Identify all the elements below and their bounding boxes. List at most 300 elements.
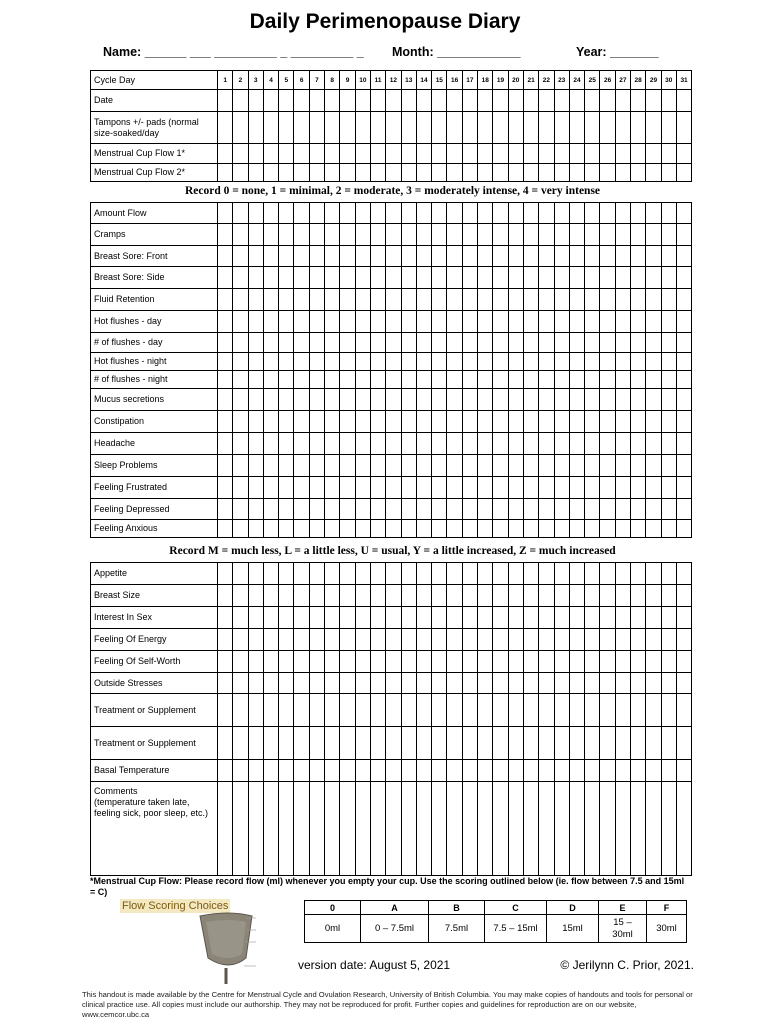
entry-cell[interactable] [447,694,462,727]
entry-cell[interactable] [233,629,248,651]
entry-cell[interactable] [248,289,263,311]
entry-cell[interactable] [279,389,294,411]
entry-cell[interactable] [569,433,584,455]
entry-cell[interactable] [585,267,600,289]
entry-cell[interactable] [523,90,538,112]
entry-cell[interactable] [416,144,431,164]
entry-cell[interactable] [447,433,462,455]
entry-cell[interactable] [355,629,370,651]
entry-cell[interactable] [309,585,324,607]
entry-cell[interactable] [676,144,691,164]
entry-cell[interactable] [233,727,248,760]
entry-cell[interactable] [218,782,233,876]
entry-cell[interactable] [646,333,661,353]
entry-cell[interactable] [554,112,569,144]
entry-cell[interactable] [218,727,233,760]
entry-cell[interactable] [600,267,615,289]
entry-cell[interactable] [248,727,263,760]
entry-cell[interactable] [569,389,584,411]
entry-cell[interactable] [646,585,661,607]
entry-cell[interactable] [325,455,340,477]
entry-cell[interactable] [554,333,569,353]
entry-cell[interactable] [447,629,462,651]
entry-cell[interactable] [432,371,447,389]
entry-cell[interactable] [462,333,477,353]
entry-cell[interactable] [554,164,569,182]
entry-cell[interactable] [646,224,661,246]
entry-cell[interactable] [462,246,477,267]
entry-cell[interactable] [340,164,355,182]
entry-cell[interactable] [554,673,569,694]
entry-cell[interactable] [646,411,661,433]
entry-cell[interactable] [554,585,569,607]
entry-cell[interactable] [661,267,676,289]
entry-cell[interactable] [615,389,630,411]
entry-cell[interactable] [355,520,370,538]
entry-cell[interactable] [325,694,340,727]
entry-cell[interactable] [462,224,477,246]
entry-cell[interactable] [355,782,370,876]
entry-cell[interactable] [447,673,462,694]
entry-cell[interactable] [447,782,462,876]
entry-cell[interactable] [676,267,691,289]
entry-cell[interactable] [615,353,630,371]
entry-cell[interactable] [401,389,416,411]
entry-cell[interactable] [340,477,355,499]
entry-cell[interactable] [462,477,477,499]
entry-cell[interactable] [248,90,263,112]
entry-cell[interactable] [478,651,493,673]
entry-cell[interactable] [462,389,477,411]
entry-cell[interactable] [600,455,615,477]
entry-cell[interactable] [233,389,248,411]
entry-cell[interactable] [248,353,263,371]
entry-cell[interactable] [432,760,447,782]
entry-cell[interactable] [340,246,355,267]
entry-cell[interactable] [585,673,600,694]
entry-cell[interactable] [218,673,233,694]
entry-cell[interactable] [432,782,447,876]
entry-cell[interactable] [615,224,630,246]
entry-cell[interactable] [539,144,554,164]
entry-cell[interactable] [263,164,278,182]
entry-cell[interactable] [615,651,630,673]
entry-cell[interactable] [493,246,508,267]
entry-cell[interactable] [478,585,493,607]
entry-cell[interactable] [401,311,416,333]
entry-cell[interactable] [539,694,554,727]
entry-cell[interactable] [340,563,355,585]
entry-cell[interactable] [370,520,385,538]
entry-cell[interactable] [554,499,569,520]
entry-cell[interactable] [355,203,370,224]
entry-cell[interactable] [554,455,569,477]
entry-cell[interactable] [279,760,294,782]
entry-cell[interactable] [233,267,248,289]
entry-cell[interactable] [355,333,370,353]
entry-cell[interactable] [508,651,523,673]
entry-cell[interactable] [554,90,569,112]
entry-cell[interactable] [218,563,233,585]
entry-cell[interactable] [279,164,294,182]
entry-cell[interactable] [386,371,401,389]
entry-cell[interactable] [462,289,477,311]
entry-cell[interactable] [631,246,646,267]
entry-cell[interactable] [646,455,661,477]
entry-cell[interactable] [355,246,370,267]
entry-cell[interactable] [462,455,477,477]
entry-cell[interactable] [325,433,340,455]
entry-cell[interactable] [523,353,538,371]
entry-cell[interactable] [631,651,646,673]
entry-cell[interactable] [508,144,523,164]
entry-cell[interactable] [309,411,324,433]
entry-cell[interactable] [401,455,416,477]
entry-cell[interactable] [432,289,447,311]
entry-cell[interactable] [523,520,538,538]
entry-cell[interactable] [585,389,600,411]
entry-cell[interactable] [294,782,309,876]
entry-cell[interactable] [248,477,263,499]
entry-cell[interactable] [294,112,309,144]
entry-cell[interactable] [370,90,385,112]
entry-cell[interactable] [355,673,370,694]
entry-cell[interactable] [631,353,646,371]
entry-cell[interactable] [355,164,370,182]
entry-cell[interactable] [523,112,538,144]
entry-cell[interactable] [218,629,233,651]
entry-cell[interactable] [416,353,431,371]
entry-cell[interactable] [248,760,263,782]
entry-cell[interactable] [416,694,431,727]
entry-cell[interactable] [661,289,676,311]
entry-cell[interactable] [539,246,554,267]
entry-cell[interactable] [263,389,278,411]
entry-cell[interactable] [432,651,447,673]
entry-cell[interactable] [585,353,600,371]
entry-cell[interactable] [340,144,355,164]
entry-cell[interactable] [432,267,447,289]
entry-cell[interactable] [447,289,462,311]
entry-cell[interactable] [478,499,493,520]
entry-cell[interactable] [539,203,554,224]
entry-cell[interactable] [523,164,538,182]
entry-cell[interactable] [615,433,630,455]
entry-cell[interactable] [676,203,691,224]
entry-cell[interactable] [294,629,309,651]
entry-cell[interactable] [508,267,523,289]
entry-cell[interactable] [218,411,233,433]
entry-cell[interactable] [432,144,447,164]
entry-cell[interactable] [646,289,661,311]
entry-cell[interactable] [401,203,416,224]
entry-cell[interactable] [523,289,538,311]
entry-cell[interactable] [508,499,523,520]
entry-cell[interactable] [631,607,646,629]
entry-cell[interactable] [233,477,248,499]
entry-cell[interactable] [370,477,385,499]
entry-cell[interactable] [416,585,431,607]
entry-cell[interactable] [325,477,340,499]
entry-cell[interactable] [416,267,431,289]
entry-cell[interactable] [539,520,554,538]
entry-cell[interactable] [478,760,493,782]
entry-cell[interactable] [294,694,309,727]
entry-cell[interactable] [386,411,401,433]
entry-cell[interactable] [340,727,355,760]
entry-cell[interactable] [523,389,538,411]
entry-cell[interactable] [539,629,554,651]
entry-cell[interactable] [218,371,233,389]
entry-cell[interactable] [263,651,278,673]
entry-cell[interactable] [661,727,676,760]
entry-cell[interactable] [569,760,584,782]
entry-cell[interactable] [355,433,370,455]
entry-cell[interactable] [309,371,324,389]
entry-cell[interactable] [248,520,263,538]
entry-cell[interactable] [478,477,493,499]
entry-cell[interactable] [676,411,691,433]
entry-cell[interactable] [661,246,676,267]
entry-cell[interactable] [600,520,615,538]
entry-cell[interactable] [493,727,508,760]
entry-cell[interactable] [646,246,661,267]
entry-cell[interactable] [294,267,309,289]
entry-cell[interactable] [615,727,630,760]
entry-cell[interactable] [309,607,324,629]
entry-cell[interactable] [554,411,569,433]
entry-cell[interactable] [263,144,278,164]
entry-cell[interactable] [279,520,294,538]
entry-cell[interactable] [569,164,584,182]
entry-cell[interactable] [676,651,691,673]
entry-cell[interactable] [233,90,248,112]
entry-cell[interactable] [416,455,431,477]
entry-cell[interactable] [631,311,646,333]
entry-cell[interactable] [218,246,233,267]
entry-cell[interactable] [585,499,600,520]
entry-cell[interactable] [370,311,385,333]
entry-cell[interactable] [569,333,584,353]
entry-cell[interactable] [340,203,355,224]
entry-cell[interactable] [279,727,294,760]
entry-cell[interactable] [676,371,691,389]
entry-cell[interactable] [401,90,416,112]
name-field[interactable] [103,45,364,59]
entry-cell[interactable] [585,112,600,144]
entry-cell[interactable] [340,90,355,112]
entry-cell[interactable] [676,333,691,353]
entry-cell[interactable] [676,353,691,371]
entry-cell[interactable] [309,203,324,224]
entry-cell[interactable] [508,164,523,182]
entry-cell[interactable] [493,90,508,112]
entry-cell[interactable] [416,246,431,267]
entry-cell[interactable] [279,651,294,673]
entry-cell[interactable] [539,563,554,585]
entry-cell[interactable] [554,563,569,585]
entry-cell[interactable] [309,499,324,520]
entry-cell[interactable] [325,760,340,782]
entry-cell[interactable] [294,224,309,246]
entry-cell[interactable] [370,203,385,224]
entry-cell[interactable] [309,673,324,694]
entry-cell[interactable] [569,651,584,673]
entry-cell[interactable] [248,607,263,629]
entry-cell[interactable] [462,433,477,455]
entry-cell[interactable] [554,520,569,538]
entry-cell[interactable] [646,112,661,144]
entry-cell[interactable] [569,499,584,520]
entry-cell[interactable] [294,246,309,267]
entry-cell[interactable] [248,433,263,455]
entry-cell[interactable] [523,782,538,876]
entry-cell[interactable] [615,333,630,353]
entry-cell[interactable] [340,499,355,520]
entry-cell[interactable] [646,353,661,371]
entry-cell[interactable] [508,246,523,267]
entry-cell[interactable] [631,563,646,585]
entry-cell[interactable] [263,371,278,389]
entry-cell[interactable] [539,585,554,607]
entry-cell[interactable] [386,433,401,455]
entry-cell[interactable] [447,90,462,112]
entry-cell[interactable] [248,389,263,411]
entry-cell[interactable] [401,333,416,353]
entry-cell[interactable] [340,333,355,353]
entry-cell[interactable] [309,90,324,112]
entry-cell[interactable] [478,333,493,353]
entry-cell[interactable] [523,433,538,455]
entry-cell[interactable] [279,607,294,629]
entry-cell[interactable] [585,651,600,673]
entry-cell[interactable] [370,455,385,477]
entry-cell[interactable] [539,333,554,353]
entry-cell[interactable] [539,607,554,629]
entry-cell[interactable] [355,371,370,389]
entry-cell[interactable] [447,520,462,538]
entry-cell[interactable] [325,520,340,538]
entry-cell[interactable] [432,90,447,112]
entry-cell[interactable] [554,246,569,267]
entry-cell[interactable] [370,371,385,389]
entry-cell[interactable] [370,563,385,585]
entry-cell[interactable] [493,455,508,477]
entry-cell[interactable] [355,112,370,144]
entry-cell[interactable] [218,455,233,477]
entry-cell[interactable] [600,563,615,585]
entry-cell[interactable] [493,371,508,389]
entry-cell[interactable] [309,164,324,182]
entry-cell[interactable] [340,224,355,246]
entry-cell[interactable] [309,311,324,333]
entry-cell[interactable] [447,371,462,389]
entry-cell[interactable] [661,477,676,499]
entry-cell[interactable] [523,224,538,246]
entry-cell[interactable] [523,673,538,694]
entry-cell[interactable] [279,629,294,651]
entry-cell[interactable] [309,455,324,477]
entry-cell[interactable] [493,585,508,607]
entry-cell[interactable] [294,727,309,760]
entry-cell[interactable] [493,520,508,538]
entry-cell[interactable] [233,760,248,782]
entry-cell[interactable] [386,203,401,224]
entry-cell[interactable] [263,353,278,371]
entry-cell[interactable] [325,673,340,694]
entry-cell[interactable] [493,333,508,353]
entry-cell[interactable] [432,224,447,246]
entry-cell[interactable] [523,371,538,389]
entry-cell[interactable] [508,90,523,112]
entry-cell[interactable] [523,629,538,651]
entry-cell[interactable] [309,224,324,246]
entry-cell[interactable] [233,433,248,455]
entry-cell[interactable] [309,433,324,455]
entry-cell[interactable] [340,411,355,433]
entry-cell[interactable] [631,499,646,520]
entry-cell[interactable] [462,144,477,164]
entry-cell[interactable] [508,411,523,433]
entry-cell[interactable] [233,694,248,727]
entry-cell[interactable] [432,389,447,411]
entry-cell[interactable] [416,164,431,182]
entry-cell[interactable] [646,782,661,876]
entry-cell[interactable] [585,90,600,112]
entry-cell[interactable] [386,563,401,585]
entry-cell[interactable] [600,694,615,727]
entry-cell[interactable] [432,203,447,224]
entry-cell[interactable] [661,499,676,520]
entry-cell[interactable] [646,90,661,112]
entry-cell[interactable] [340,760,355,782]
entry-cell[interactable] [248,112,263,144]
entry-cell[interactable] [676,90,691,112]
entry-cell[interactable] [661,333,676,353]
entry-cell[interactable] [676,629,691,651]
entry-cell[interactable] [615,267,630,289]
entry-cell[interactable] [478,353,493,371]
entry-cell[interactable] [569,727,584,760]
entry-cell[interactable] [386,311,401,333]
entry-cell[interactable] [569,694,584,727]
entry-cell[interactable] [462,203,477,224]
entry-cell[interactable] [218,333,233,353]
entry-cell[interactable] [554,289,569,311]
entry-cell[interactable] [646,389,661,411]
entry-cell[interactable] [585,455,600,477]
entry-cell[interactable] [401,727,416,760]
entry-cell[interactable] [233,224,248,246]
entry-cell[interactable] [508,112,523,144]
entry-cell[interactable] [294,164,309,182]
entry-cell[interactable] [416,224,431,246]
entry-cell[interactable] [631,585,646,607]
entry-cell[interactable] [233,164,248,182]
entry-cell[interactable] [447,333,462,353]
entry-cell[interactable] [386,353,401,371]
entry-cell[interactable] [279,371,294,389]
entry-cell[interactable] [676,499,691,520]
entry-cell[interactable] [585,694,600,727]
entry-cell[interactable] [263,563,278,585]
entry-cell[interactable] [447,311,462,333]
entry-cell[interactable] [355,289,370,311]
entry-cell[interactable] [370,629,385,651]
entry-cell[interactable] [600,782,615,876]
entry-cell[interactable] [569,782,584,876]
entry-cell[interactable] [554,651,569,673]
